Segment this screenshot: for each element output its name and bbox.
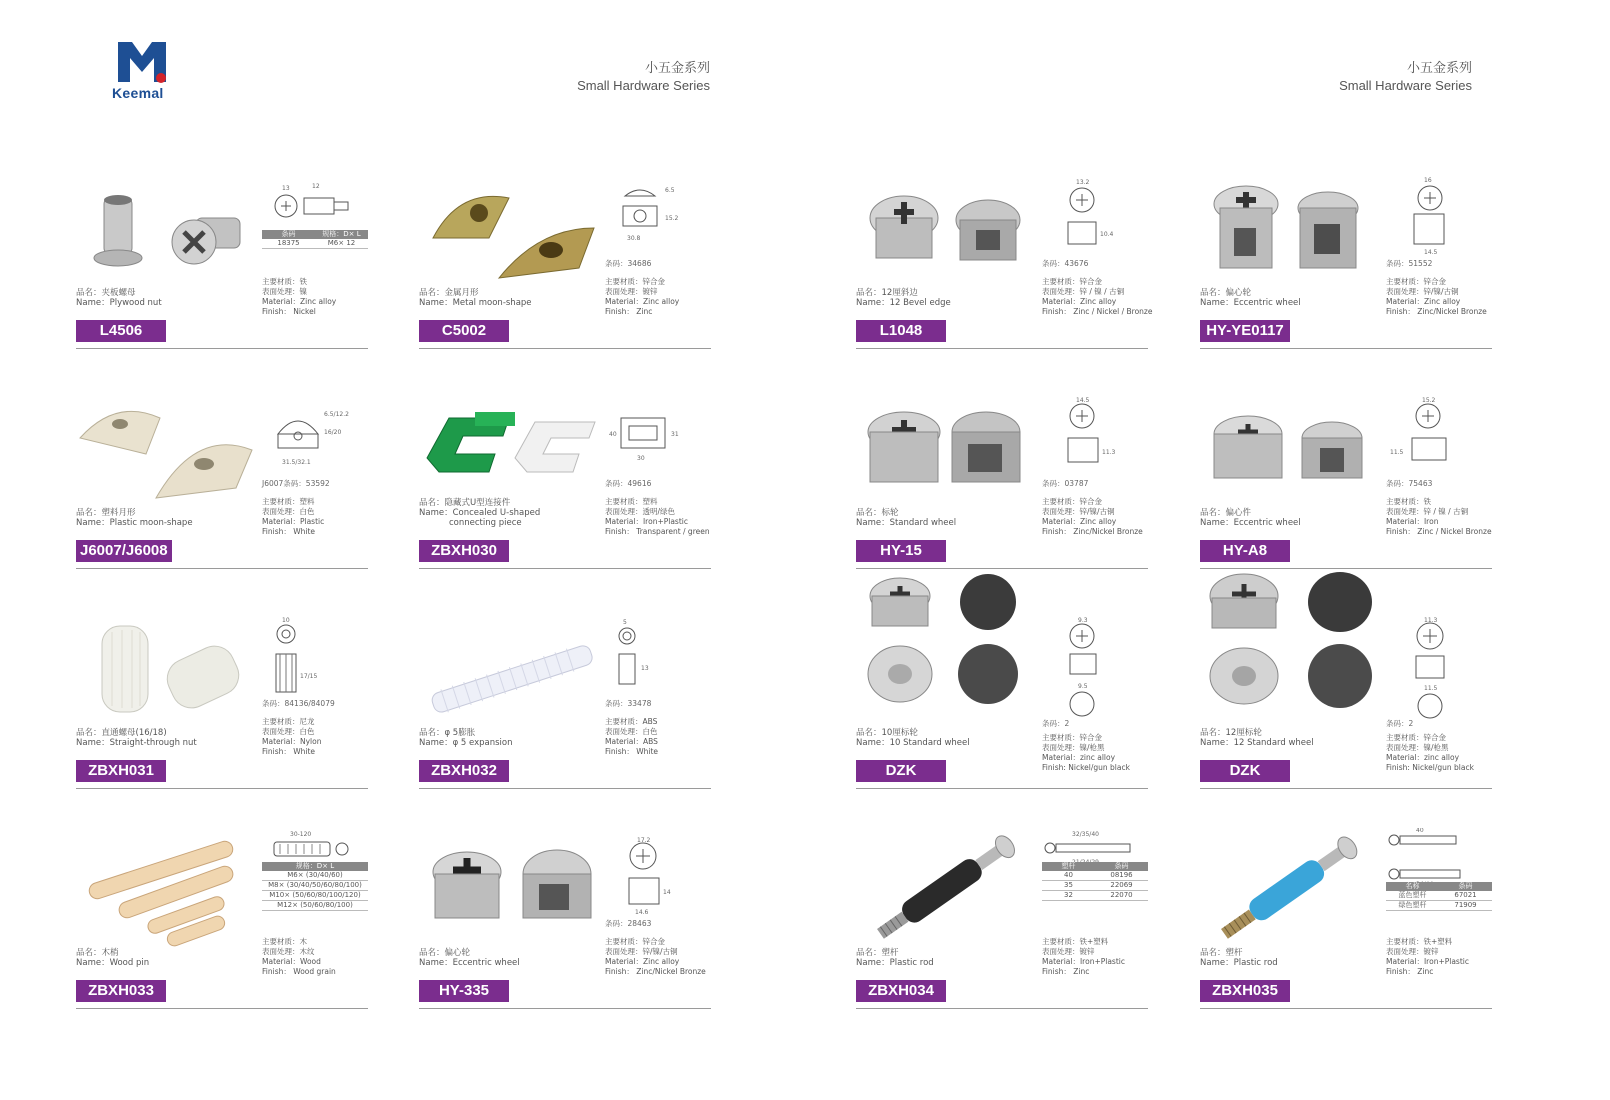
plastic-rod-icon: [1200, 828, 1382, 948]
material-en: Material：Wood: [262, 957, 321, 966]
product-name-zh: 品名：隐藏式U型连接件: [419, 498, 511, 508]
u-connector-icon: [419, 388, 601, 508]
svg-text:15.2: 15.2: [665, 215, 679, 222]
product-name: [856, 728, 1046, 748]
material-en: Material：ABS: [605, 737, 658, 746]
svg-text:40: 40: [609, 431, 617, 438]
product-card: [76, 588, 368, 789]
table-row: [1386, 891, 1492, 901]
svg-text:13: 13: [282, 185, 290, 192]
table-cell: M8× (30/40/50/60/80/100): [268, 881, 362, 889]
barcode-label: 条码：2: [1386, 719, 1414, 728]
product-name-en: Name：Plastic rod: [856, 958, 934, 968]
spec-block: [262, 277, 336, 317]
technical-drawing-icon: [1386, 608, 1492, 728]
material-zh: 主要材质：锌合金: [1042, 277, 1102, 286]
technical-drawing-icon: [1386, 828, 1492, 888]
wood-dowel-icon: [76, 828, 258, 948]
series-title-zh: 小五金系列: [644, 61, 710, 76]
product-name-zh: 品名：偏心轮: [1200, 288, 1252, 298]
product-name-zh: 品名：塑料月形: [76, 508, 136, 518]
material-en: Material：Zinc alloy: [605, 297, 680, 306]
finish-zh: 表面处理：白色: [262, 727, 315, 736]
table-cell: 绿色塑杆: [1398, 901, 1427, 909]
technical-drawing-icon: [605, 388, 711, 488]
cam-lock-icon: [856, 388, 1038, 508]
spec-block: [1386, 277, 1487, 317]
finish-zh: 表面处理：镀锌: [1042, 947, 1095, 956]
table-row: [262, 881, 368, 891]
series-title-en: Small Hardware Series: [1339, 78, 1472, 93]
product-name-zh: 品名：木梢: [76, 948, 119, 958]
product-code-badge: DZK: [1200, 760, 1290, 782]
material-en: Material：Zinc alloy: [262, 297, 337, 306]
product-code-badge: L4506: [76, 320, 166, 342]
product-name: [76, 288, 266, 308]
finish-zh: 表面处理：镀锌: [605, 287, 658, 296]
finish-zh: 表面处理：白色: [605, 727, 658, 736]
product-card: [76, 148, 368, 349]
material-en: Material：Iron: [1386, 517, 1439, 526]
product-name-zh: 品名：偏心件: [1200, 508, 1252, 518]
table-header-cell: 规格：D× L: [322, 230, 361, 238]
material-en: Material：Iron+Plastic: [1386, 957, 1469, 966]
table-header: [262, 230, 368, 239]
product-name-en: Name：Eccentric wheel: [419, 958, 520, 968]
product-code-badge: J6007/J6008: [76, 540, 172, 562]
keemal-logo: [112, 38, 172, 108]
finish-en: Finish： Zinc/Nickel Bronze: [605, 967, 706, 976]
finish-en: Finish： Zinc: [605, 307, 653, 316]
material-en: Material：Nylon: [262, 737, 322, 746]
table-row: [1042, 871, 1148, 881]
barcode-label: 条码：49616: [605, 479, 652, 488]
finish-zh: 表面处理：白色: [262, 507, 315, 516]
series-title-en: Small Hardware Series: [577, 78, 710, 93]
svg-text:11.5: 11.5: [1424, 685, 1438, 692]
product-name-en: Name：12 Standard wheel: [1200, 738, 1314, 748]
product-card: [1200, 368, 1492, 569]
table-cell: 18375: [277, 239, 300, 247]
technical-drawing-icon: [1042, 608, 1148, 728]
spec-block: [262, 717, 321, 757]
product-card: [856, 368, 1148, 569]
finish-zh: 表面处理：镍: [262, 287, 307, 296]
table-row: [262, 871, 368, 881]
material-en: Material：Plastic: [262, 517, 325, 526]
finish-en: Finish： Zinc / Nickel Bronze: [1386, 527, 1492, 536]
product-name-zh: 品名：塑杆: [856, 948, 899, 958]
spec-block: [605, 497, 710, 537]
material-zh: 主要材质：铁+塑料: [1042, 937, 1109, 946]
material-zh: 主要材质：铁: [262, 277, 307, 286]
product-code-badge: DZK: [856, 760, 946, 782]
brand-name: Keemal: [112, 85, 164, 101]
table-row: [262, 891, 368, 901]
material-en: Material：zinc alloy: [1386, 753, 1460, 762]
plywood-nut-icon: [76, 168, 258, 288]
table-row: [1042, 881, 1148, 891]
product-name-zh: 品名：直通螺母(16/18): [76, 728, 167, 738]
finish-en: Finish: Nickel/gun black: [1042, 763, 1130, 772]
product-name: [1200, 948, 1390, 968]
table-row: [262, 239, 368, 249]
material-zh: 主要材质：木: [262, 937, 307, 946]
technical-drawing-icon: [605, 828, 711, 928]
product-name: [419, 728, 609, 748]
cover-cap-icon: [1200, 572, 1382, 712]
svg-text:16: 16: [1424, 177, 1432, 184]
finish-zh: 表面处理：锌 / 镍 / 古铜: [1042, 287, 1125, 296]
table-cell: 08196: [1110, 871, 1133, 879]
product-card: [856, 808, 1148, 1009]
product-card: [419, 368, 711, 569]
product-name-en: Name：Straight-through nut: [76, 738, 197, 748]
svg-text:14.5: 14.5: [1076, 397, 1090, 404]
product-card: [1200, 588, 1492, 789]
svg-text:10: 10: [282, 617, 290, 624]
table-cell: 蓝色塑杆: [1398, 891, 1427, 899]
product-name: [1200, 508, 1390, 528]
series-heading-left: [560, 60, 710, 94]
svg-text:9.3: 9.3: [1078, 617, 1088, 624]
product-name-en-continued: connecting piece: [449, 518, 522, 528]
product-name-zh: 品名：10厘标轮: [856, 728, 918, 738]
table-header-cell: 塑杆: [1061, 862, 1076, 870]
table-header: [1042, 862, 1148, 871]
spec-block: [605, 277, 679, 317]
material-zh: 主要材质：塑料: [605, 497, 658, 506]
eccentric-wheel-icon: [1200, 388, 1382, 508]
size-table: [1386, 882, 1492, 911]
product-name: [76, 948, 266, 968]
table-row: [1042, 891, 1148, 901]
spec-block: [262, 497, 324, 537]
table-header-cell: 条码: [1114, 862, 1129, 870]
product-name-zh: 品名：偏心轮: [419, 948, 471, 958]
table-header: [1386, 882, 1492, 891]
product-name-en: Name：10 Standard wheel: [856, 738, 970, 748]
svg-text:17.2: 17.2: [637, 837, 651, 844]
product-name-zh: 品名：标轮: [856, 508, 899, 518]
plastic-rod-icon: [856, 828, 1038, 948]
svg-text:11.3: 11.3: [1102, 449, 1116, 456]
product-name: [856, 288, 1046, 308]
eccentric-wheel-icon: [419, 828, 601, 948]
finish-en: Finish: Nickel/gun black: [1386, 763, 1474, 772]
finish-en: Finish： Nickel: [262, 307, 316, 316]
table-cell: M12× (50/60/80/100): [277, 901, 353, 909]
moon-shape-icon: [419, 168, 601, 288]
material-en: Material：Zinc alloy: [605, 957, 680, 966]
spec-block: [1386, 937, 1469, 977]
material-zh: 主要材质：锌合金: [605, 277, 665, 286]
material-zh: 主要材质：锌合金: [1386, 733, 1446, 742]
technical-drawing-icon: [262, 608, 368, 708]
product-name-zh: 品名：金属月形: [419, 288, 479, 298]
product-code-badge: ZBXH031: [76, 760, 166, 782]
product-name: [76, 728, 266, 748]
product-name-en: Name：Wood pin: [76, 958, 150, 968]
spec-block: [1042, 733, 1130, 773]
svg-text:13: 13: [641, 665, 649, 672]
barcode-label: 条码：34686: [605, 259, 652, 268]
spec-block: [1386, 733, 1474, 773]
product-card: [856, 148, 1153, 349]
finish-zh: 表面处理：锌 / 镍 / 古铜: [1386, 507, 1469, 516]
product-name-zh: 品名：φ 5膨胀: [419, 728, 476, 738]
product-name-en: Name：Metal moon-shape: [419, 298, 532, 308]
spec-block: [1386, 497, 1492, 537]
cover-cap-icon: [856, 574, 1038, 714]
product-code-badge: HY-15: [856, 540, 946, 562]
product-code-badge: ZBXH032: [419, 760, 509, 782]
product-name-en: Name：φ 5 expansion: [419, 738, 513, 748]
svg-text:13.2: 13.2: [1076, 179, 1090, 186]
spec-block: [1042, 277, 1152, 317]
svg-text:30.8: 30.8: [627, 235, 641, 242]
finish-zh: 表面处理：木纹: [262, 947, 315, 956]
technical-drawing-icon: [1386, 168, 1492, 268]
eccentric-wheel-icon: [1200, 168, 1382, 288]
svg-text:11.3: 11.3: [1424, 617, 1438, 624]
size-table: [262, 230, 368, 249]
svg-text:11.5: 11.5: [1390, 449, 1404, 456]
material-zh: 主要材质：锌合金: [1042, 733, 1102, 742]
svg-text:17/15: 17/15: [300, 673, 318, 680]
product-name-en: Name：Concealed U-shaped: [419, 508, 541, 518]
spec-block: [605, 717, 658, 757]
material-zh: 主要材质：锌合金: [605, 937, 665, 946]
barcode-label: 条码：43676: [1042, 259, 1089, 268]
svg-text:30: 30: [637, 455, 645, 462]
finish-en: Finish： White: [262, 747, 316, 756]
expansion-plug-icon: [419, 608, 601, 728]
table-cell: 22069: [1110, 881, 1133, 889]
product-name: [76, 508, 266, 528]
material-zh: 主要材质：ABS: [605, 717, 658, 726]
technical-drawing-icon: [262, 168, 368, 268]
product-card: [419, 808, 711, 1009]
svg-text:9.5: 9.5: [1078, 683, 1088, 690]
table-row: [1386, 901, 1492, 911]
size-table: [1042, 862, 1148, 901]
product-card: [76, 368, 368, 569]
product-code-badge: ZBXH033: [76, 980, 166, 1002]
technical-drawing-icon: [1042, 168, 1148, 268]
finish-en: Finish： Zinc: [1042, 967, 1090, 976]
product-card: [856, 588, 1148, 789]
finish-zh: 表面处理：镍/枪黑: [1386, 743, 1449, 752]
product-card: [419, 588, 711, 789]
product-name: [419, 288, 609, 308]
table-cell: 22070: [1110, 891, 1133, 899]
svg-text:6.5/12.2: 6.5/12.2: [324, 411, 349, 418]
material-zh: 主要材质：铁+塑料: [1386, 937, 1453, 946]
material-zh: 主要材质：尼龙: [262, 717, 315, 726]
product-code-badge: ZBXH034: [856, 980, 946, 1002]
finish-zh: 表面处理：镍/枪黑: [1042, 743, 1105, 752]
product-code-badge: HY-A8: [1200, 540, 1290, 562]
finish-en: Finish： Zinc: [1386, 967, 1434, 976]
material-en: Material：Iron+Plastic: [1042, 957, 1125, 966]
svg-text:15.2: 15.2: [1422, 397, 1436, 404]
product-name: [856, 508, 1046, 528]
product-code-badge: C5002: [419, 320, 509, 342]
material-en: Material：Zinc alloy: [1042, 517, 1117, 526]
material-en: Material：Zinc alloy: [1386, 297, 1461, 306]
svg-text:12: 12: [312, 183, 320, 190]
finish-zh: 表面处理：镀锌: [1386, 947, 1439, 956]
table-cell: 35: [1064, 881, 1073, 889]
material-en: Material：Zinc alloy: [1042, 297, 1117, 306]
table-header-cell: 名称: [1405, 882, 1420, 890]
svg-text:14.5: 14.5: [1424, 249, 1438, 256]
product-card: [76, 808, 368, 1009]
table-header-cell: 条码: [281, 230, 296, 238]
product-code-badge: HY-YE0117: [1200, 320, 1290, 342]
technical-drawing-icon: [605, 168, 711, 268]
barcode-label: 条码：33478: [605, 699, 652, 708]
finish-en: Finish： Zinc/Nickel Bronze: [1386, 307, 1487, 316]
technical-drawing-icon: [262, 388, 368, 488]
svg-text:30-120: 30-120: [290, 831, 312, 838]
product-name-zh: 品名：夹板螺母: [76, 288, 136, 298]
keemal-logo-mark-icon: [116, 38, 168, 84]
barcode-label: 条码：84136/84079: [262, 699, 335, 708]
product-code-badge: ZBXH030: [419, 540, 509, 562]
spec-block: [605, 937, 706, 977]
product-name-en: Name：Plywood nut: [76, 298, 162, 308]
table-cell: M6× 12: [327, 239, 356, 247]
table-row: [262, 901, 368, 911]
finish-zh: 表面处理：锌/镍/古铜: [1042, 507, 1115, 516]
cam-lock-icon: [856, 168, 1038, 288]
product-name: [1200, 288, 1390, 308]
technical-drawing-icon: [605, 608, 711, 708]
product-code-badge: L1048: [856, 320, 946, 342]
product-card: [1200, 148, 1492, 349]
table-header: [262, 862, 368, 871]
barcode-label: 条码：03787: [1042, 479, 1089, 488]
product-name-zh: 品名：12厘标轮: [1200, 728, 1262, 738]
material-zh: 主要材质：塑料: [262, 497, 315, 506]
product-name-zh: 品名：12厘斜边: [856, 288, 918, 298]
product-name: [419, 498, 609, 528]
svg-text:14: 14: [663, 889, 671, 896]
finish-en: Finish： White: [605, 747, 659, 756]
product-card: [1200, 808, 1492, 1009]
svg-text:40: 40: [1416, 828, 1424, 834]
svg-text:10.4: 10.4: [1100, 231, 1114, 238]
product-code-badge: HY-335: [419, 980, 509, 1002]
spec-block: [1042, 497, 1143, 537]
product-card: [419, 148, 711, 349]
svg-text:31: 31: [671, 431, 679, 438]
table-cell: M10× (50/60/80/100/120): [269, 891, 361, 899]
svg-text:14.6: 14.6: [635, 909, 649, 916]
product-name-en: Name：Plastic moon-shape: [76, 518, 193, 528]
material-en: Material：Iron+Plastic: [605, 517, 688, 526]
finish-en: Finish： Zinc / Nickel / Bronze: [1042, 307, 1153, 316]
table-header-cell: 规格：D× L: [295, 862, 335, 870]
finish-zh: 表面处理：锌/镍/古铜: [605, 947, 678, 956]
product-name-en: Name：Eccentric wheel: [1200, 518, 1301, 528]
finish-zh: 表面处理：透明/绿色: [605, 507, 676, 516]
product-code-badge: ZBXH035: [1200, 980, 1290, 1002]
finish-en: Finish： Transparent / green: [605, 527, 710, 536]
table-cell: 67021: [1454, 891, 1477, 899]
svg-text:31.5/32.1: 31.5/32.1: [282, 459, 311, 466]
barcode-label: 条码：28463: [605, 919, 652, 928]
product-name-zh: 品名：塑杆: [1200, 948, 1243, 958]
material-zh: 主要材质：锌合金: [1042, 497, 1102, 506]
barcode-label: 条码：2: [1042, 719, 1070, 728]
svg-text:5: 5: [623, 619, 627, 626]
svg-text:16/20: 16/20: [324, 429, 342, 436]
table-cell: 40: [1064, 871, 1073, 879]
size-table: [262, 862, 368, 911]
product-name: [1200, 728, 1390, 748]
material-en: Material：zinc alloy: [1042, 753, 1116, 762]
material-zh: 主要材质：锌合金: [1386, 277, 1446, 286]
svg-text:6.5: 6.5: [665, 187, 675, 194]
product-name: [419, 948, 609, 968]
straight-nut-icon: [76, 608, 258, 728]
product-name-en: Name：12 Bevel edge: [856, 298, 951, 308]
spec-block: [262, 937, 336, 977]
product-name-en: Name：Standard wheel: [856, 518, 957, 528]
finish-zh: 表面处理：锌/镍/古铜: [1386, 287, 1459, 296]
material-zh: 主要材质：铁: [1386, 497, 1431, 506]
barcode-label: 条码：75463: [1386, 479, 1433, 488]
table-cell: 71909: [1454, 901, 1477, 909]
spec-block: [1042, 937, 1125, 977]
technical-drawing-icon: [1386, 388, 1492, 488]
table-cell: M6× (30/40/60): [287, 871, 343, 879]
series-title-zh: 小五金系列: [1406, 61, 1472, 76]
series-heading-right: [1322, 60, 1472, 94]
product-name: [856, 948, 1046, 968]
table-header-cell: 条码: [1458, 882, 1473, 890]
svg-text:32/35/40: 32/35/40: [1072, 831, 1099, 838]
product-name-en: Name：Plastic rod: [1200, 958, 1278, 968]
barcode-label: J6007条码：53592: [262, 479, 330, 488]
finish-en: Finish： Zinc/Nickel Bronze: [1042, 527, 1143, 536]
table-cell: 32: [1064, 891, 1073, 899]
technical-drawing-icon: [1042, 388, 1148, 488]
product-name-en: Name：Eccentric wheel: [1200, 298, 1301, 308]
finish-en: Finish： Wood grain: [262, 967, 336, 976]
finish-en: Finish： White: [262, 527, 316, 536]
moon-shape-icon: [76, 388, 258, 508]
barcode-label: 条码：51552: [1386, 259, 1433, 268]
